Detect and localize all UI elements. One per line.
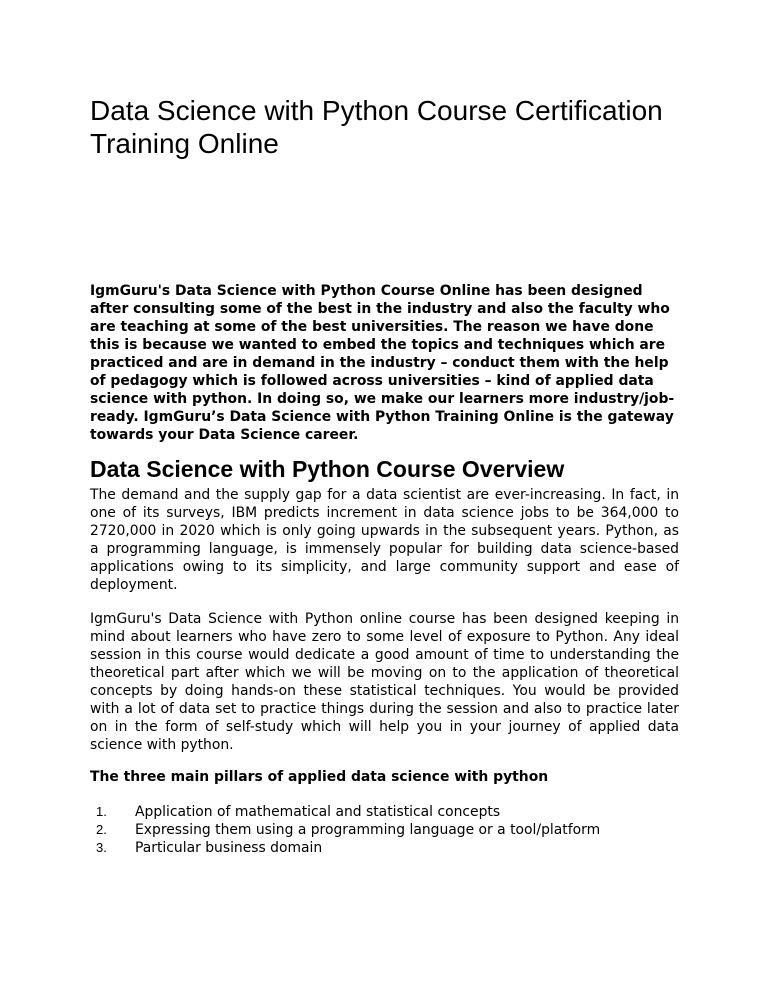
list-item-text: Expressing them using a programming language or a tool/platform (135, 822, 601, 838)
list-item (90, 803, 680, 821)
document-title: Data Science with Python Course Certification Training Online (90, 95, 663, 159)
intro-paragraph: IgmGuru's Data Science with Python Course Online has been designed after consulting some of the best in the industry and also the faculty who are teaching at some of the best universities. The reason we have done this is because we wanted to embed the topics and techniques which are practiced and are in demand in the industry – conduct them with the help of pedagogy which is followed across universities – kind of applied data science with python. In doing so, we make our learners more industry/job-ready. IgmGuru’s Data Science with Python Training Online is the gateway towards your Data Science career. (90, 283, 675, 443)
pillars-list (90, 803, 680, 857)
list-item (90, 839, 680, 857)
pillars-heading: The three main pillars of applied data science with python (90, 769, 549, 785)
list-item (90, 821, 680, 839)
overview-heading: Data Science with Python Course Overview (90, 456, 565, 482)
list-item-number: 2. (96, 822, 107, 837)
overview-paragraph-1: The demand and the supply gap for a data scientist are ever-increasing. In fact, in one of its surveys, IBM predicts increment in data science jobs to be 364,000 to 2720,000 in 2020 which is only going upwards in the subsequent years. Python, as a programming language, is immensely popular for building data science-based applications owing to its simplicity, and large community support and ease of deployment. (90, 487, 679, 593)
list-item-number: 1. (96, 804, 107, 819)
list-item-number: 3. (96, 840, 107, 855)
list-item-text: Particular business domain (135, 840, 323, 856)
overview-paragraph-2: IgmGuru's Data Science with Python online course has been designed keeping in mind about learners who have zero to some level of exposure to Python. Any ideal session in this course would dedicate a good amount of time to understanding the theoretical part after which we will be moving on to the application of theoretical concepts by doing hands-on these statistical techniques. You would be provided with a lot of data set to practice things during the session and also to practice later on in the form of self-study which will help you in your journey of applied data science with python. (90, 611, 679, 753)
list-item-text: Application of mathematical and statistical concepts (135, 804, 501, 820)
